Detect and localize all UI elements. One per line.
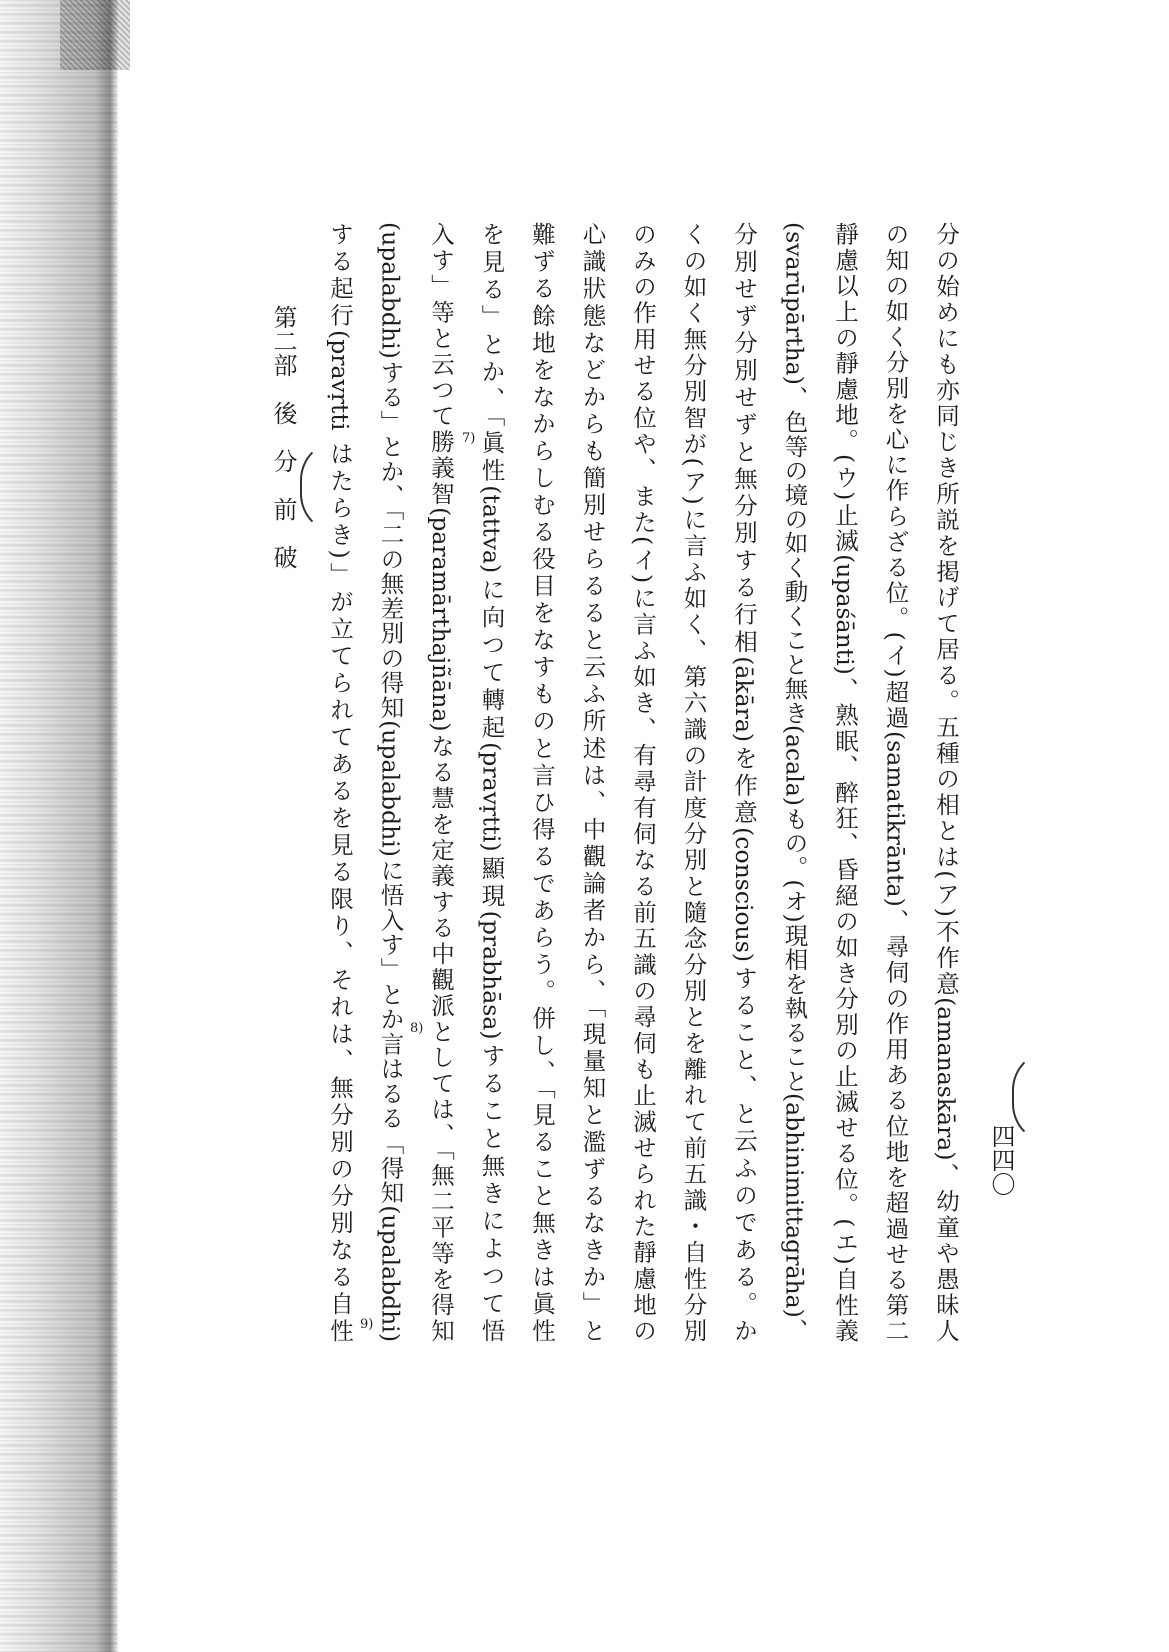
text-column: (svarūpārtha)、色等の境の如く動くこと無き(acala)もの。(オ)現相を執ること(abhinimittagrāha)、 bbox=[780, 222, 809, 1342]
footnote-marker-8: 8) bbox=[410, 1021, 424, 1036]
text-column: くの如く無分別智が(ア)に言ふ如く、第六識の計度分別と隨念分別とを離れて前五識・自性分別 bbox=[679, 222, 708, 1342]
footnote-marker-9: 9) bbox=[360, 1317, 374, 1332]
text-column: のみの作用せる位や、また(イ)に言ふ如き、有尋有伺なる前五識の尋伺も止滅せられた靜慮地の bbox=[629, 222, 657, 1342]
scan-edge-shadow bbox=[0, 0, 118, 1652]
footnote-marker-7: 7) bbox=[462, 431, 476, 446]
running-head: 第二部 後 分 前 破 bbox=[269, 305, 297, 569]
binding-arc bbox=[1012, 1050, 1054, 1144]
text-column: 靜慮以上の靜慮地。(ウ)止滅(upaśānti)、熟眠、醉狂、昏絕の如き分別の止滅せる位。(エ)自性義 bbox=[831, 222, 859, 1342]
page-number: 四四〇 bbox=[987, 1124, 1015, 1196]
text-column: を見る」とか、「眞性(tattva)に向つて轉起(pravṛtti)顯現(prabhāsa)すること無きによつて悟 bbox=[477, 222, 506, 1342]
text-column: する起行(pravṛtti はたらき)」が立てられてあるを見る限り、それは、無分別の分別なる自性 bbox=[326, 222, 354, 1342]
body-text bbox=[318, 222, 968, 1342]
text-column: (upalabdhi)する」とか、「二の無差別の得知(upalabdhi)に悟入す」とか言はるる「得知(upalabdhi) bbox=[376, 222, 405, 1342]
text-column: 心識狀態などからも簡別せらるると云ふ所述は、中觀論者から、「現量知と濫ずるなきか」と bbox=[578, 222, 607, 1342]
text-column: の知の如く分別を心に作らざる位。(イ)超過(samatikrānta)、尋伺の作用ある位地を超過せる第二 bbox=[881, 222, 910, 1342]
text-column: 分別せず分別せずと無分別する行相(ākāra)を作意(conscious)すること、と云ふのである。か bbox=[730, 222, 758, 1342]
text-column: 難ずる餘地をなからしむる役目をなすものと言ひ得るであらう。併し、「見ること無きは眞性 bbox=[528, 222, 556, 1342]
text-column: 分の始めにも亦同じき所説を掲げて居る。五種の相とは(ア)不作意(amanaskāra)、幼童や愚昧人 bbox=[932, 222, 960, 1342]
text-column: 入す」等と云つて勝義智(paramārthajñāna)なる慧を定義する中觀派としては、「無二平等を得知 bbox=[427, 222, 455, 1342]
scan-edge-noise bbox=[60, 0, 130, 70]
